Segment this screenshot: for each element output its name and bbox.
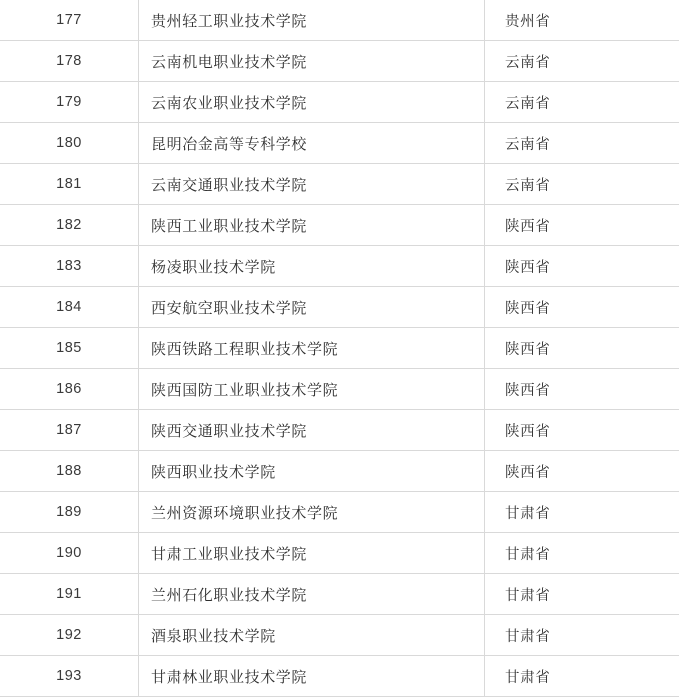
row-name-cell (139, 369, 485, 410)
row-index-cell (0, 410, 139, 451)
row-province-cell (485, 123, 679, 164)
row-name-text: 云南交通职业技术学院 (151, 174, 484, 195)
row-index-text: 188 (0, 463, 138, 479)
row-index-text: 182 (0, 217, 138, 233)
row-index-text: 192 (0, 627, 138, 643)
row-name-cell (139, 451, 485, 492)
row-province-cell (485, 656, 679, 697)
row-name-cell (139, 410, 485, 451)
row-index-cell (0, 82, 139, 123)
table-row (0, 328, 679, 369)
row-name-cell (139, 123, 485, 164)
row-index-cell (0, 205, 139, 246)
row-name-cell (139, 164, 485, 205)
row-name-text: 陕西交通职业技术学院 (151, 420, 484, 441)
row-name-text: 陕西铁路工程职业技术学院 (151, 338, 484, 359)
row-name-cell (139, 0, 485, 41)
row-province-cell (485, 205, 679, 246)
row-province-cell (485, 533, 679, 574)
table-row (0, 287, 679, 328)
row-index-cell (0, 287, 139, 328)
row-name-cell (139, 287, 485, 328)
row-index-text: 191 (0, 586, 138, 602)
row-province-text: 陕西省 (505, 420, 679, 441)
row-index-text: 186 (0, 381, 138, 397)
row-province-text: 甘肃省 (505, 625, 679, 646)
table-row (0, 574, 679, 615)
row-province-cell (485, 492, 679, 533)
row-index-text: 180 (0, 135, 138, 151)
row-province-text: 甘肃省 (505, 666, 679, 687)
row-name-text: 云南农业职业技术学院 (151, 92, 484, 113)
row-index-cell (0, 492, 139, 533)
table-row (0, 0, 679, 41)
row-name-text: 昆明冶金高等专科学校 (151, 133, 484, 154)
row-index-cell (0, 656, 139, 697)
row-index-cell (0, 369, 139, 410)
row-province-text: 陕西省 (505, 215, 679, 236)
row-name-cell (139, 656, 485, 697)
row-province-text: 陕西省 (505, 461, 679, 482)
row-index-text: 193 (0, 668, 138, 684)
row-index-cell (0, 328, 139, 369)
row-name-text: 陕西职业技术学院 (151, 461, 484, 482)
table-row (0, 492, 679, 533)
row-province-cell (485, 451, 679, 492)
row-name-cell (139, 492, 485, 533)
row-name-text: 兰州资源环境职业技术学院 (151, 502, 484, 523)
row-index-text: 178 (0, 53, 138, 69)
row-province-cell (485, 41, 679, 82)
table-row (0, 41, 679, 82)
row-index-cell (0, 574, 139, 615)
row-province-text: 甘肃省 (505, 543, 679, 564)
row-province-text: 陕西省 (505, 256, 679, 277)
table-row (0, 615, 679, 656)
row-index-cell (0, 41, 139, 82)
row-province-cell (485, 82, 679, 123)
table-row (0, 205, 679, 246)
row-province-text: 贵州省 (505, 10, 679, 31)
row-index-text: 184 (0, 299, 138, 315)
row-name-cell (139, 328, 485, 369)
row-province-cell (485, 287, 679, 328)
row-name-text: 云南机电职业技术学院 (151, 51, 484, 72)
row-name-text: 西安航空职业技术学院 (151, 297, 484, 318)
row-province-text: 陕西省 (505, 379, 679, 400)
row-province-text: 云南省 (505, 51, 679, 72)
row-index-text: 187 (0, 422, 138, 438)
table-row (0, 410, 679, 451)
row-index-cell (0, 615, 139, 656)
row-name-text: 酒泉职业技术学院 (151, 625, 484, 646)
row-name-cell (139, 574, 485, 615)
row-province-text: 陕西省 (505, 297, 679, 318)
row-province-cell (485, 0, 679, 41)
row-index-text: 190 (0, 545, 138, 561)
row-index-text: 179 (0, 94, 138, 110)
row-name-cell (139, 246, 485, 287)
row-name-cell (139, 533, 485, 574)
row-name-text: 陕西国防工业职业技术学院 (151, 379, 484, 400)
row-index-text: 181 (0, 176, 138, 192)
row-province-cell (485, 246, 679, 287)
row-name-text: 甘肃工业职业技术学院 (151, 543, 484, 564)
row-index-text: 185 (0, 340, 138, 356)
table-row (0, 164, 679, 205)
row-index-cell (0, 0, 139, 41)
row-index-cell (0, 164, 139, 205)
table-row (0, 123, 679, 164)
row-index-text: 183 (0, 258, 138, 274)
row-index-text: 189 (0, 504, 138, 520)
row-name-text: 兰州石化职业技术学院 (151, 584, 484, 605)
row-name-text: 甘肃林业职业技术学院 (151, 666, 484, 687)
row-province-text: 云南省 (505, 133, 679, 154)
table-row (0, 656, 679, 697)
row-province-text: 甘肃省 (505, 584, 679, 605)
row-province-cell (485, 328, 679, 369)
row-province-cell (485, 410, 679, 451)
row-name-text: 杨凌职业技术学院 (151, 256, 484, 277)
row-index-cell (0, 123, 139, 164)
row-name-text: 陕西工业职业技术学院 (151, 215, 484, 236)
row-name-cell (139, 41, 485, 82)
row-province-text: 甘肃省 (505, 502, 679, 523)
row-province-cell (485, 615, 679, 656)
table-row (0, 533, 679, 574)
row-province-cell (485, 574, 679, 615)
table-row (0, 246, 679, 287)
row-index-cell (0, 533, 139, 574)
row-name-text: 贵州轻工职业技术学院 (151, 10, 484, 31)
table-row (0, 369, 679, 410)
row-province-cell (485, 164, 679, 205)
row-name-cell (139, 615, 485, 656)
row-name-cell (139, 82, 485, 123)
table-row (0, 82, 679, 123)
row-province-cell (485, 369, 679, 410)
row-name-cell (139, 205, 485, 246)
table-row (0, 451, 679, 492)
row-index-cell (0, 451, 139, 492)
row-index-cell (0, 246, 139, 287)
row-province-text: 云南省 (505, 92, 679, 113)
row-province-text: 云南省 (505, 174, 679, 195)
row-province-text: 陕西省 (505, 338, 679, 359)
row-index-text: 177 (0, 12, 138, 28)
